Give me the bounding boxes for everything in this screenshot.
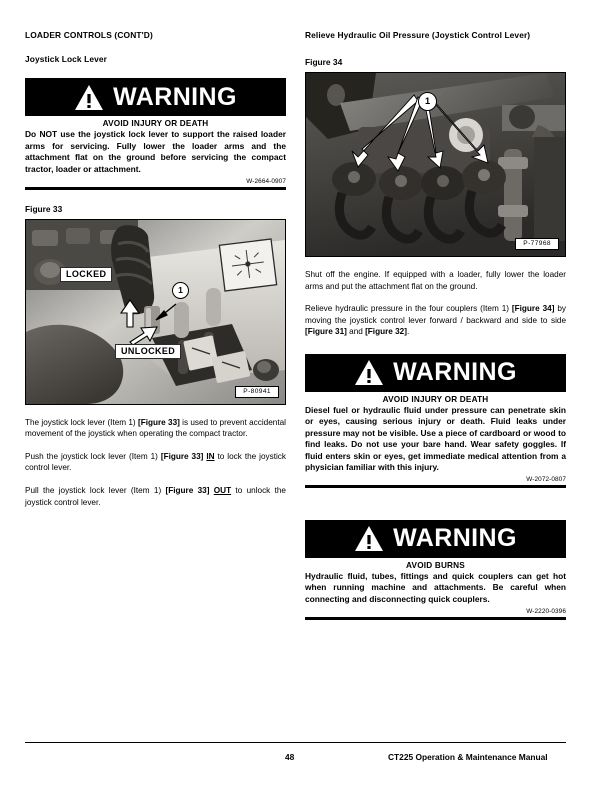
callout-item-1: 1 xyxy=(418,92,437,111)
warning-triangle-icon xyxy=(354,359,384,386)
warning-heading: AVOID INJURY OR DEATH xyxy=(382,394,489,404)
callout-item-1: 1 xyxy=(172,282,189,299)
figure-34-photo-id: P-77968 xyxy=(515,238,559,250)
footer-manual-title: CT225 Operation & Maintenance Manual xyxy=(388,752,548,762)
right-column xyxy=(305,30,566,634)
left-column xyxy=(25,30,286,508)
footer-rule xyxy=(25,742,566,743)
emphasis-out: OUT xyxy=(213,486,232,496)
figure-33-photo-id: P-80941 xyxy=(235,386,279,398)
warning-triangle-icon xyxy=(74,84,104,111)
warning-rule xyxy=(25,187,286,190)
figure-34 xyxy=(305,57,566,257)
figure-ref: [Figure 33] xyxy=(165,486,210,496)
warning-burns xyxy=(305,520,566,620)
text-run: to lock the joystick control lever. xyxy=(25,451,286,473)
text-run: by moving the joystick control lever forward / backward and side to side xyxy=(305,304,566,325)
warning-rule xyxy=(305,485,566,488)
figure-ref: [Figure 32] xyxy=(365,327,407,337)
paragraph-lock-lever-purpose xyxy=(25,417,286,440)
warning-body: Hydraulic fluid, tubes, fittings and quick couplers can get hot when running machine and attachments. Be careful when connecting and disconnecting quick couplers. xyxy=(305,570,566,604)
figure-33-label: Figure 33 xyxy=(25,203,63,214)
warning-body: Do NOT use the joystick lock lever to support the raised loader arms for servicing. Fully lower the loader arms and the attachment flat on the ground before servicing the compact tractor, loader or attachment. xyxy=(25,129,286,174)
figure-ref: [Figure 33] xyxy=(160,451,204,461)
figure-34-photo xyxy=(305,72,566,257)
text-run: The joystick lock lever (Item 1) xyxy=(25,417,138,427)
figure-33-photo xyxy=(25,219,286,405)
warning-code: W-2072-0807 xyxy=(526,476,566,484)
right-subtitle: Relieve Hydraulic Oil Pressure (Joystick Control Lever) xyxy=(305,30,531,40)
text-run: to unlock the joystick control lever. xyxy=(25,486,286,507)
warning-word: WARNING xyxy=(393,358,517,387)
text-run: Pull the joystick lock lever (Item 1) xyxy=(25,486,166,496)
text-run: Push the joystick lock lever (Item 1) xyxy=(25,451,161,461)
callout-locked: LOCKED xyxy=(60,267,112,282)
text-run: . xyxy=(406,327,410,337)
paragraph-pull-lever xyxy=(25,485,286,508)
left-subtitle: Joystick Lock Lever xyxy=(25,53,107,64)
warning-word: WARNING xyxy=(113,82,237,111)
paragraph-push-lever xyxy=(25,451,286,474)
figure-ref: [Figure 31] xyxy=(305,327,347,337)
callout-unlocked: UNLOCKED xyxy=(115,344,181,359)
warning-code: W-2664-0907 xyxy=(246,178,286,186)
warning-heading: AVOID INJURY OR DEATH xyxy=(102,119,209,129)
footer-page-number: 48 xyxy=(285,752,295,762)
text-run: Relieve hydraulic pressure in the four couplers (Item 1) xyxy=(305,304,512,314)
warning-joystick-lock xyxy=(25,78,286,189)
paragraph-relieve-pressure xyxy=(305,303,566,338)
warning-heading: AVOID BURNS xyxy=(406,560,465,570)
warning-code: W-2220-0396 xyxy=(526,608,566,616)
figure-ref: [Figure 33] xyxy=(137,417,180,427)
figure-33-image xyxy=(26,220,285,404)
emphasis-in: IN xyxy=(206,451,215,461)
warning-body: Diesel fuel or hydraulic fluid under pressure can penetrate skin or eyes, causing serious injury or death. Fluid leaks under pressure may not be visible. Use a piece of cardboard or wood to find leaks. Do not use your bare hand. Wear safety goggles. If fluid enters skin or eyes, get immediate medical attention from a physician familiar with this injury. xyxy=(305,404,566,472)
warning-fluid-pressure xyxy=(305,354,566,488)
section-title: LOADER CONTROLS (CONT'D) xyxy=(25,30,153,40)
warning-banner xyxy=(305,354,566,392)
text-run: and xyxy=(346,327,366,337)
warning-rule xyxy=(305,617,566,620)
figure-ref: [Figure 34] xyxy=(511,304,555,314)
figure-33 xyxy=(25,204,286,405)
warning-word: WARNING xyxy=(393,524,517,553)
figure-34-label: Figure 34 xyxy=(305,56,343,67)
text-run: is used to prevent accidental movement of the joystick when operating the compact tractor. xyxy=(25,417,286,439)
warning-banner xyxy=(305,520,566,558)
warning-triangle-icon xyxy=(354,525,384,552)
paragraph-shut-off-engine: Shut off the engine. If equipped with a loader, fully lower the loader arms and put the attachment flat on the ground. xyxy=(305,269,566,291)
warning-banner xyxy=(25,78,286,116)
